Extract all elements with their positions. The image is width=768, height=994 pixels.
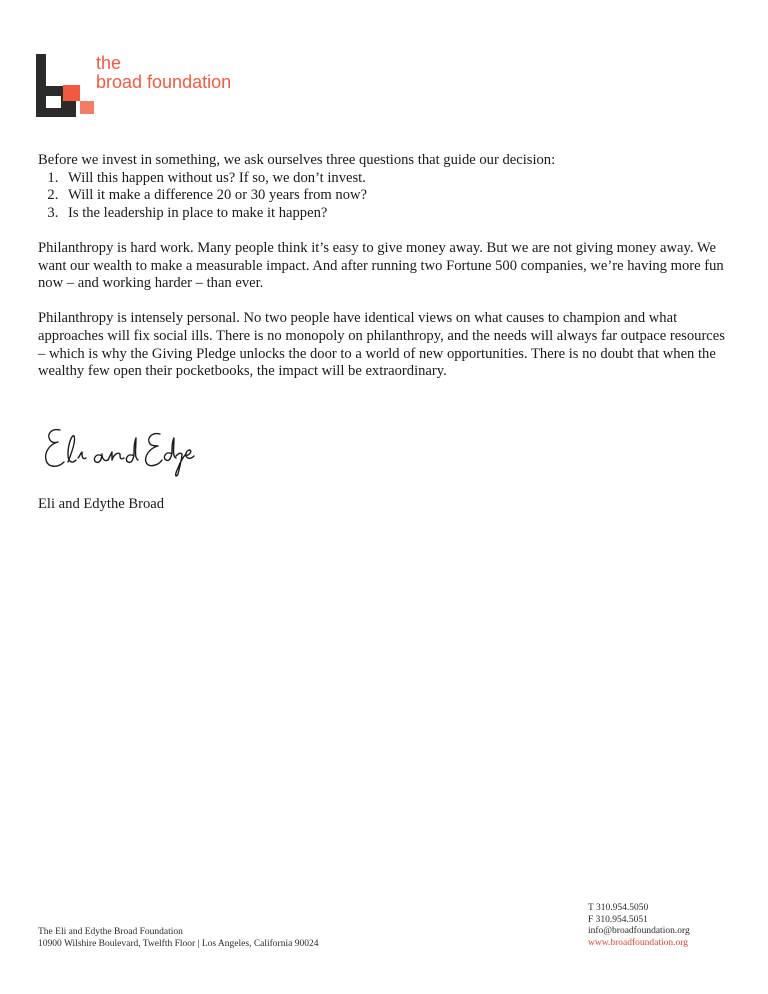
logo-wordmark-line1: the (96, 53, 122, 73)
logo-wordmark-line2: broad foundation (96, 72, 232, 92)
paragraph-personal: Philanthropy is intensely personal. No two people have identical views on what causes to champion and what approaches will fix social ills. There is no monopoly on philanthropy, and the needs will always far outpace resources – which is why the Giving Pledge unlocks the door to a world of new opportunities. There is no doubt that when the wealthy few open their pocketbooks, the impact will be extraordinary. (38, 310, 725, 380)
footer-address-block (38, 926, 318, 950)
foundation-logo (36, 52, 276, 122)
logo-wordmark (96, 54, 231, 92)
questions-list (38, 170, 728, 223)
question-item: 2. Will it make a difference 20 or 30 years from now? (62, 187, 728, 205)
question-item: 3. Is the leadership in place to make it happen? (62, 205, 728, 223)
footer-address: 10900 Wilshire Boulevard, Twelfth Floor | Los Angeles, California 90024 (38, 939, 319, 949)
question-item: 1. Will this happen without us? If so, we don’t invest. (62, 170, 728, 188)
broad-logo-mark-icon (36, 52, 96, 118)
letter-body (38, 152, 728, 398)
paragraph-hard-work: Philanthropy is hard work. Many people think it’s easy to give money away. But we are not giving money away. We want our wealth to make a measurable impact. And after running two Fortune 500 companies, we’re having more fun now – and working harder – than ever. (38, 239, 724, 292)
footer-org-name: The Eli and Edythe Broad Foundation (38, 927, 183, 937)
footer-website-link[interactable]: www.broadfoundation.org (588, 937, 688, 948)
signer-name: Eli and Edythe Broad (38, 496, 165, 512)
footer-email-link[interactable]: info@broadfoundation.org (588, 926, 690, 936)
intro-paragraph: Before we invest in something, we ask ourselves three questions that guide our decision: (38, 152, 556, 168)
footer-contact-block (588, 903, 690, 949)
handwritten-signature (38, 422, 198, 482)
footer-fax: F 310.954.5051 (588, 914, 648, 925)
footer-phone: T 310.954.5050 (588, 903, 649, 913)
